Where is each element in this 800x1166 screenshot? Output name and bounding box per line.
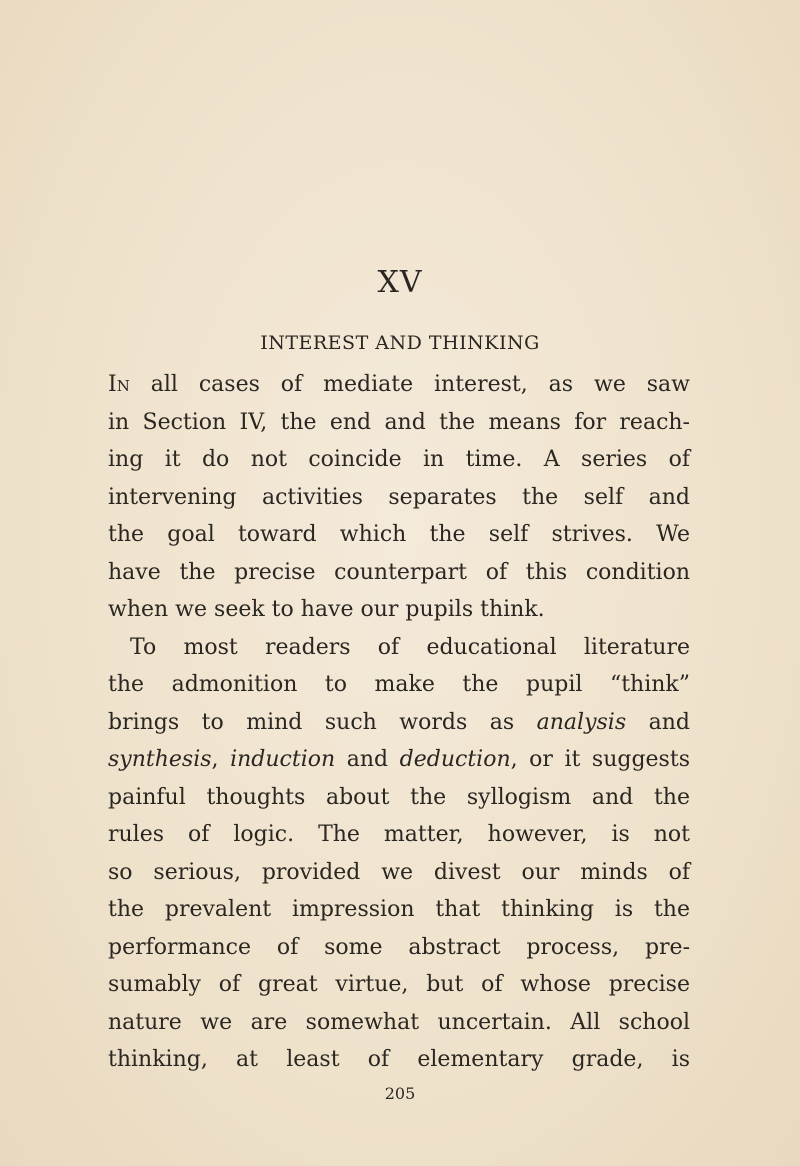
- text-line: so serious, provided we divest our minds of: [108, 859, 690, 885]
- emphasis-synthesis: synthesis: [108, 747, 212, 772]
- text-line: painful thoughts about the syllogism and the: [108, 784, 690, 810]
- text-line: the admonition to make the pupil “think”: [108, 672, 690, 697]
- text-line: have the precise counterpart of this condition: [108, 559, 690, 585]
- emphasis-deduction: deduction: [399, 747, 511, 772]
- text-line: the goal toward which the self strives. We: [108, 522, 690, 547]
- chapter-title: INTEREST AND THINKING: [260, 332, 540, 354]
- text-line: [108, 741, 690, 779]
- text-line: [108, 704, 690, 742]
- line-text: brings to mind such words as: [108, 709, 537, 735]
- text-line: nature we are somewhat uncertain. All school: [108, 1009, 690, 1035]
- text-line: To most readers of educational literature: [130, 634, 690, 660]
- line-text: ,: [211, 747, 231, 772]
- line-text: , or it suggests: [510, 747, 690, 772]
- text-line: in Section IV, the end and the means for reach-: [108, 409, 690, 435]
- text-line: when we seek to have our pupils think.: [108, 597, 545, 622]
- text-line: the prevalent impression that thinking is the: [108, 897, 690, 922]
- line-text: and: [626, 709, 690, 735]
- opening-small-caps: In: [108, 372, 130, 397]
- line-text: all cases of mediate interest, as we saw: [129, 372, 690, 397]
- text-line: intervening activities separates the self and: [108, 484, 690, 510]
- text-line: thinking, at least of elementary grade, is: [108, 1047, 690, 1072]
- line-text: and: [335, 747, 400, 772]
- text-line: [108, 366, 690, 404]
- emphasis-induction: induction: [230, 747, 336, 772]
- text-line: performance of some abstract process, pre-: [108, 934, 690, 960]
- text-line: ing it do not coincide in time. A series of: [108, 447, 690, 472]
- page-number: 205: [384, 1084, 416, 1103]
- text-line: sumably of great virtue, but of whose precise: [108, 972, 690, 997]
- text-line: rules of logic. The matter, however, is not: [108, 822, 690, 847]
- chapter-number: XV: [377, 265, 423, 300]
- emphasis-analysis: analysis: [536, 709, 627, 735]
- body-text: [108, 366, 690, 1079]
